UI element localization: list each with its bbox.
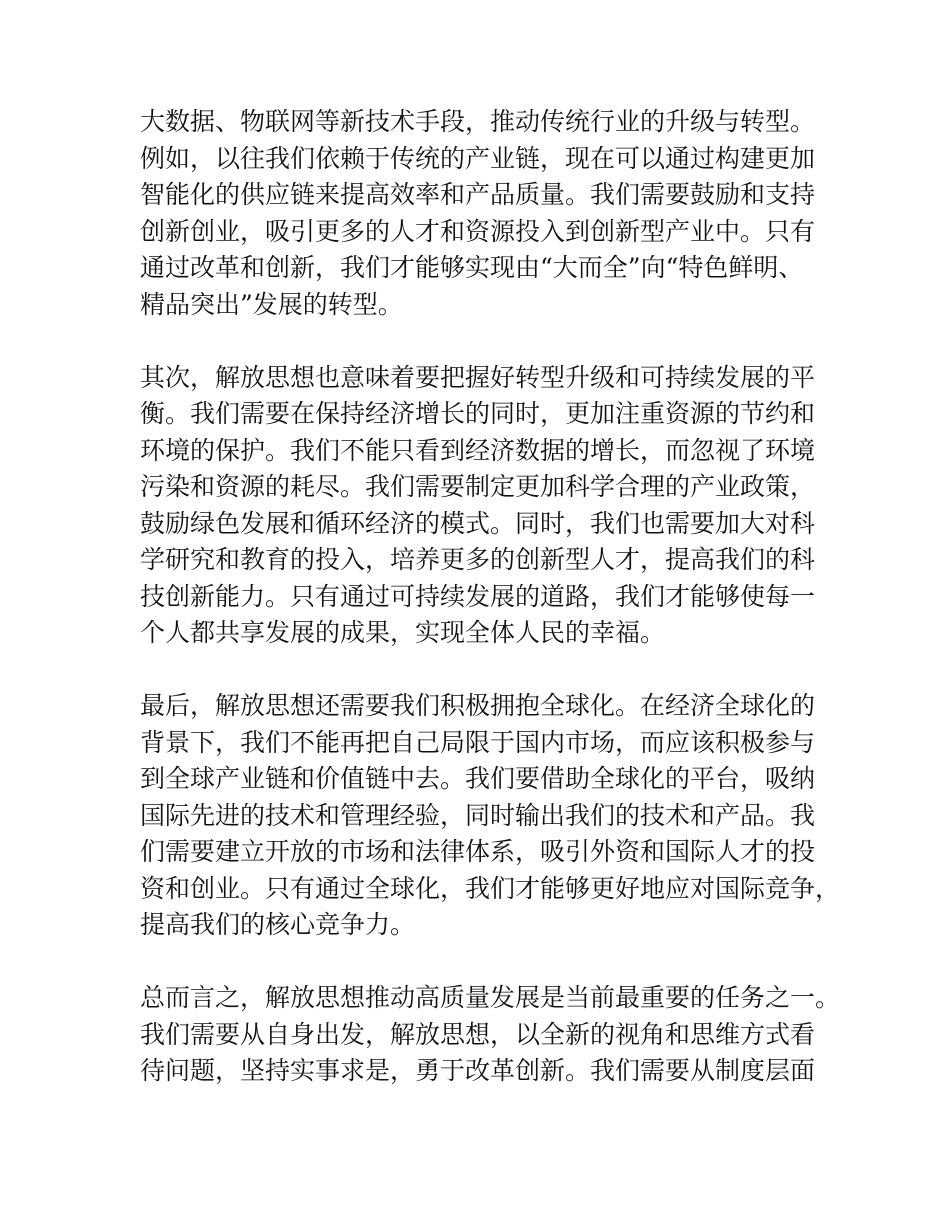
text-line: 到全球产业链和价值链中去。我们要借助全球化的平台，吸纳 xyxy=(140,764,816,793)
document-body xyxy=(140,104,840,1126)
text-line: 例如，以往我们依赖于传统的产业链，现在可以通过构建更加 xyxy=(140,143,816,173)
text-line: 鼓励绿色发展和循环经济的模式。同时，我们也需要加大对科 xyxy=(140,508,816,538)
text-line: 学研究和教育的投入，培养更多的创新型人才，提高我们的科 xyxy=(140,545,816,574)
text-line: 衡。我们需要在保持经济增长的同时，更加注重资源的节约和 xyxy=(140,399,816,428)
text-line: 提高我们的核心竞争力。 xyxy=(140,910,416,939)
text-line: 待问题，坚持实事求是，勇于改革创新。我们需要从制度层面 xyxy=(140,1056,816,1085)
text-line: 国际先进的技术和管理经验，同时输出我们的技术和产品。我 xyxy=(140,800,816,830)
text-line: 最后，解放思想还需要我们积极拥抱全球化。在经济全球化的 xyxy=(140,691,816,720)
text-line: 创新创业，吸引更多的人才和资源投入到创新型产业中。只有 xyxy=(140,216,816,246)
text-line: 个人都共享发展的成果，实现全体人民的幸福。 xyxy=(140,618,666,647)
paragraph-globalization xyxy=(140,688,840,944)
text-line: 大数据、物联网等新技术手段，推动传统行业的升级与转型。 xyxy=(140,107,816,136)
paragraph-sustainability xyxy=(140,360,840,652)
paragraph-conclusion xyxy=(140,980,840,1090)
paragraph-transformation xyxy=(140,104,840,323)
text-line: 资和创业。只有通过全球化，我们才能够更好地应对国际竞争， xyxy=(140,873,841,903)
text-line: 其次，解放思想也意味着要把握好转型升级和可持续发展的平 xyxy=(140,362,816,392)
text-line: 总而言之，解放思想推动高质量发展是当前最重要的任务之一。 xyxy=(140,983,841,1012)
text-line: 们需要建立开放的市场和法律体系，吸引外资和国际人才的投 xyxy=(140,837,816,866)
text-line: 我们需要从自身出发，解放思想，以全新的视角和思维方式看 xyxy=(140,1019,816,1049)
text-line: 精品突出”发展的转型。 xyxy=(140,289,403,319)
text-line: 通过改革和创新，我们才能够实现由“大而全”向“特色鲜明、 xyxy=(140,253,804,282)
text-line: 环境的保护。我们不能只看到经济数据的增长，而忽视了环境 xyxy=(140,435,816,465)
text-line: 背景下，我们不能再把自己局限于国内市场，而应该积极参与 xyxy=(140,727,816,757)
text-line: 污染和资源的耗尽。我们需要制定更加科学合理的产业政策， xyxy=(140,472,816,501)
text-line: 智能化的供应链来提高效率和产品质量。我们需要鼓励和支持 xyxy=(140,180,816,209)
text-line: 技创新能力。只有通过可持续发展的道路，我们才能够使每一 xyxy=(140,581,816,611)
